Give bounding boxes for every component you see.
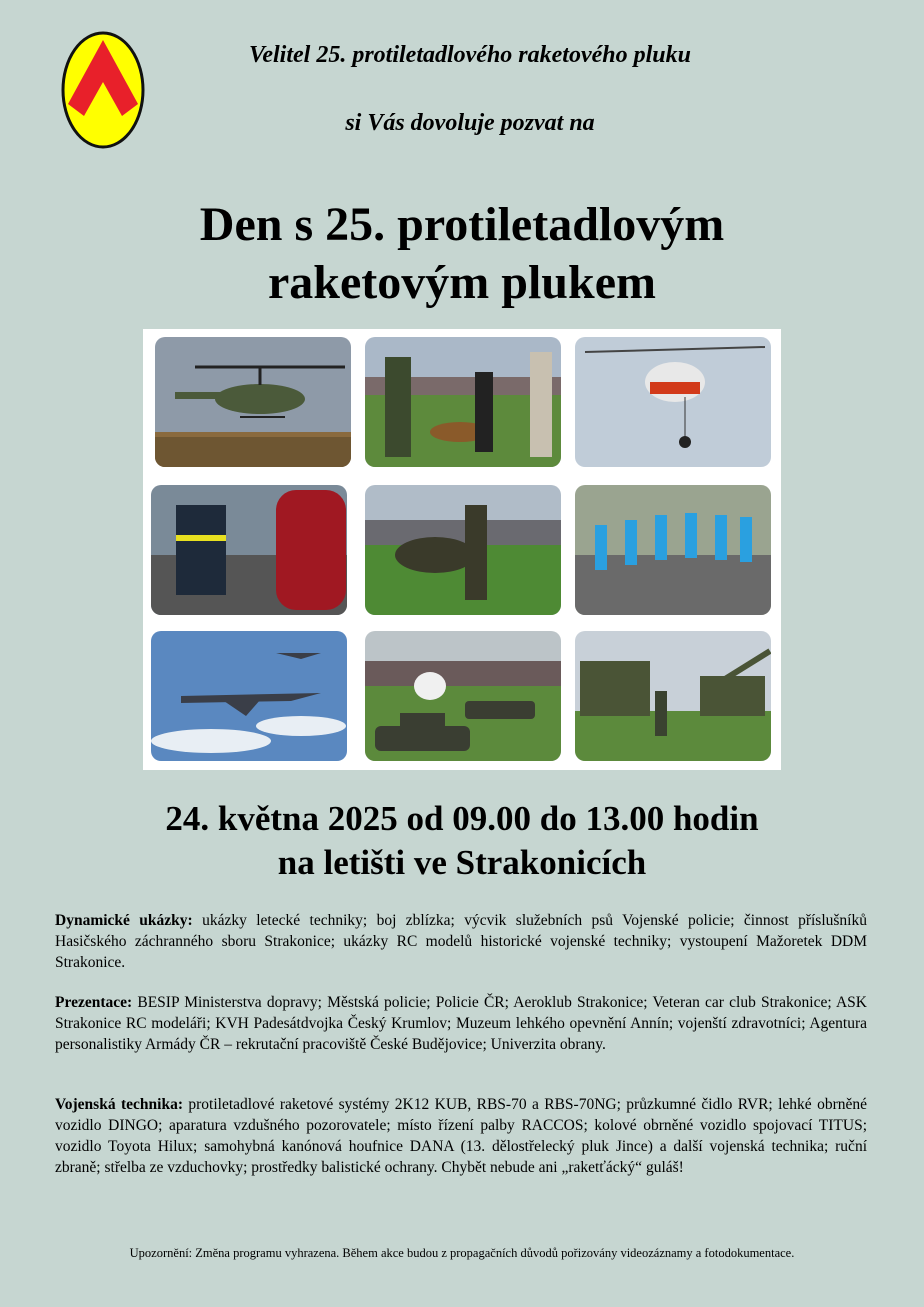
section-technology — [55, 1094, 867, 1178]
section-presentations-text: BESIP Ministerstva dopravy; Městská policie; Policie ČR; Aeroklub Strakonice; Veteran car club Strakonice; ASK Strakonice RC modeláři; KVH Padesátdvojka Český Krumlov; Muzeum lehkého opevnění Annín; vojenští zdravotníci; Agentura personalistiky Armády ČR – rekrutační pracoviště České Budějovice; Univerzita obrany. — [55, 994, 867, 1053]
tanks-icon — [365, 631, 561, 761]
photo-rescue-helicopter — [575, 337, 771, 467]
photo-firefighters — [151, 485, 347, 615]
photo-collage — [143, 329, 781, 770]
photo-close-combat — [365, 485, 561, 615]
section-presentations-label: Prezentace: — [55, 994, 138, 1011]
close-combat-icon — [365, 485, 561, 615]
section-technology-label: Vojenská technika: — [55, 1096, 189, 1113]
rescue-helicopter-icon — [575, 337, 771, 467]
photo-dog-handler — [365, 337, 561, 467]
military-vehicles-icon — [575, 631, 771, 761]
dog-handler-icon — [365, 337, 561, 467]
majorettes-icon — [575, 485, 771, 615]
footer-notice: Upozornění: Změna programu vyhrazena. Během akce budou z propagačních důvodů pořizovány videozáznamy a fotodokumentace. — [129, 1246, 795, 1260]
photo-tanks — [365, 631, 561, 761]
photo-jet-fighters — [151, 631, 347, 761]
section-technology-text: protiletadlové raketové systémy 2K12 KUB, RBS-70 a RBS-70NG; průzkumné čidlo RVR; lehké obrněné vozidlo DINGO; aparatura vzdušného pozorovatele; místo řízení palby RACCOS; kolové obrněné vozidlo spojovací TITUS; vozidlo Toyota Hilux; samohybná kanónová houfnice DANA (13. dělostřelecký pluk Jince) a další vojenská technika; ruční zbraně; střelba ze vzduchovky; prostředky balistické ochrany. Chybět nebude ani „raketťácký“ guláš! — [55, 1096, 867, 1176]
section-dynamic-label: Dynamické ukázky: — [55, 912, 203, 929]
helicopter-icon — [155, 337, 351, 467]
photo-military-vehicles — [575, 631, 771, 761]
section-presentations — [55, 992, 867, 1055]
page-title — [0, 196, 924, 312]
title-line-1: Den s 25. protiletadlovým — [199, 198, 725, 251]
event-details — [0, 797, 924, 885]
header-line-2: si Vás dovoluje pozvat na — [345, 110, 595, 136]
firefighters-icon — [151, 485, 347, 615]
regiment-emblem-icon — [60, 30, 146, 150]
photo-helicopter — [155, 337, 351, 467]
event-date: 24. května 2025 od 09.00 do 13.00 hodin — [165, 799, 759, 838]
event-place: na letišti ve Strakonicích — [277, 843, 647, 882]
header-line-1: Velitel 25. protiletadlového raketového pluku — [249, 42, 691, 68]
section-dynamic-text: ukázky letecké techniky; boj zblízka; výcvik služebních psů Vojenské policie; činnost příslušníků Hasičského záchranného sboru Strakonice; ukázky RC modelů historické vojenské techniky; vystoupení Mažoretek DDM Strakonice. — [55, 912, 867, 971]
section-dynamic — [55, 910, 867, 973]
photo-majorettes — [575, 485, 771, 615]
jet-fighters-icon — [151, 631, 347, 761]
title-line-2: raketovým plukem — [268, 256, 656, 309]
